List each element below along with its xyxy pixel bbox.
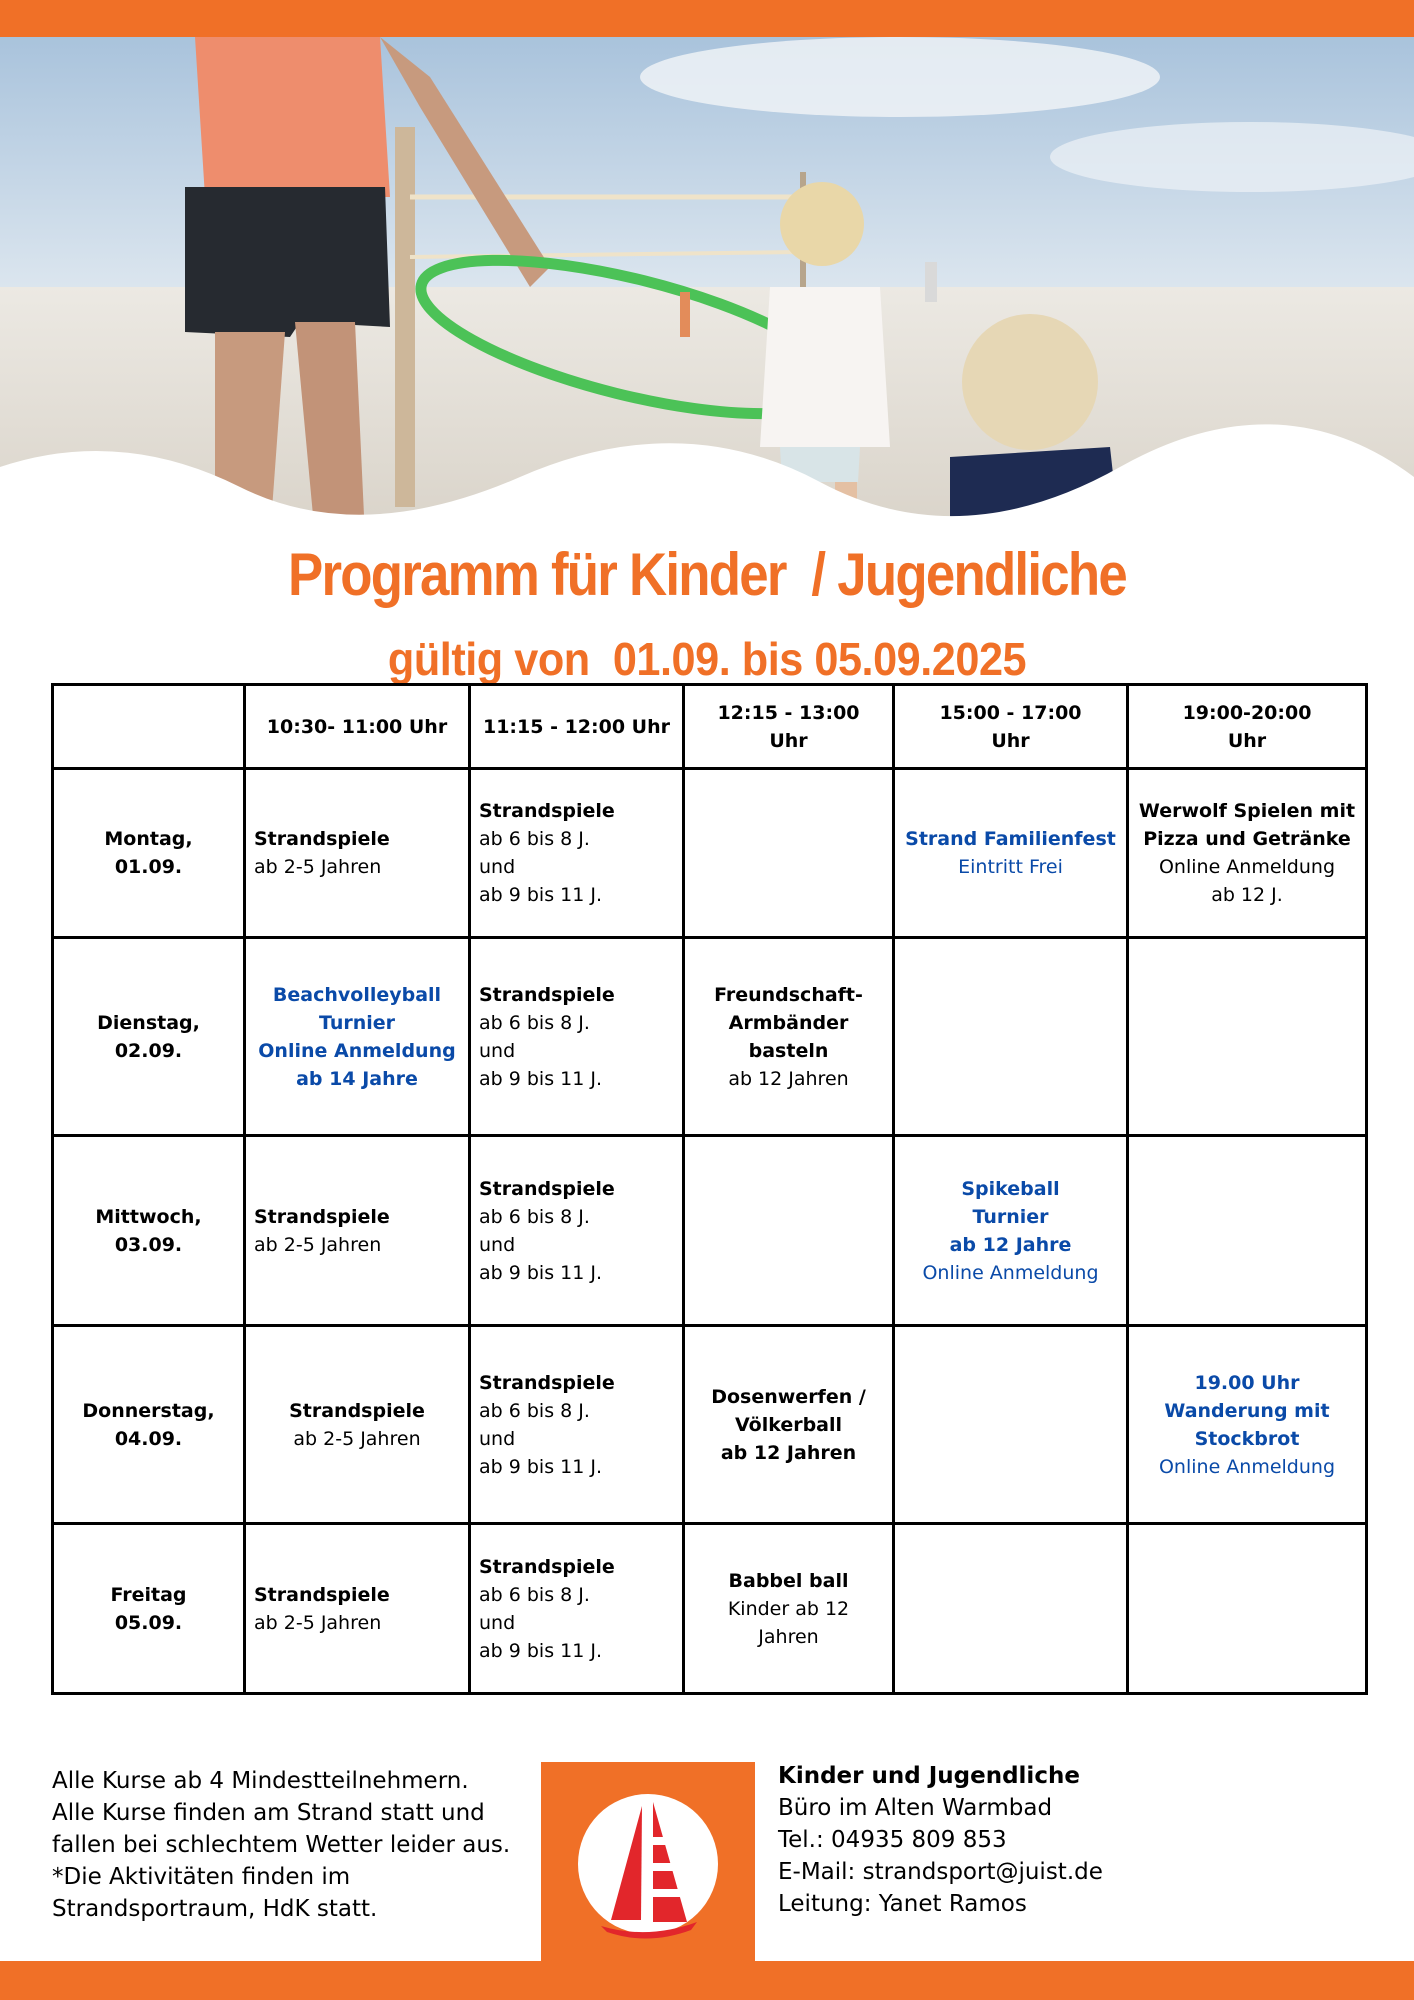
time-slot-label: 19:00-20:00 bbox=[1182, 701, 1312, 724]
activity-text: Strandspiele bbox=[254, 1583, 390, 1606]
activity-cell bbox=[245, 1136, 470, 1326]
activity-text: ab 9 bis 11 J. bbox=[479, 1067, 603, 1090]
time-slot-label: 15:00 - 17:00 bbox=[939, 701, 1082, 724]
time-slot-header bbox=[1128, 685, 1367, 769]
activity-text: basteln bbox=[748, 1039, 829, 1062]
activity-cell bbox=[894, 938, 1128, 1136]
activity-text: 19.00 Uhr bbox=[1194, 1371, 1300, 1394]
activity-text: Werwolf Spielen mit bbox=[1138, 800, 1356, 822]
activity-cell bbox=[470, 1524, 684, 1694]
activity-text: Strandspiele bbox=[254, 828, 390, 850]
activity-text: Strand Familienfest bbox=[905, 828, 1116, 850]
activity-cell bbox=[1128, 1326, 1367, 1524]
activity-cell bbox=[470, 1136, 684, 1326]
page-subtitle: gültig von 01.09. bis 05.09.2025 bbox=[387, 633, 1027, 685]
day-label: 04.09. bbox=[114, 1427, 183, 1450]
activity-text: Strandspiele bbox=[479, 983, 615, 1006]
page-title: Programm für Kinder / Jugendliche bbox=[288, 541, 1126, 608]
day-label: Montag, bbox=[104, 828, 193, 850]
activity-text: Pizza und Getränke bbox=[1143, 828, 1351, 850]
activity-cell bbox=[894, 769, 1128, 938]
day-label: 05.09. bbox=[114, 1611, 183, 1634]
note-line: *Die Aktivitäten finden im bbox=[52, 1864, 351, 1890]
day-cell bbox=[53, 1524, 245, 1694]
activity-text: Strandspiele bbox=[479, 1177, 615, 1200]
day-label: Donnerstag, bbox=[82, 1399, 215, 1422]
sailboat-logo-icon bbox=[541, 1762, 755, 1961]
activity-text: ab 6 bis 8 J. bbox=[479, 1583, 590, 1606]
activity-text: Turnier bbox=[318, 1011, 396, 1034]
day-label: 02.09. bbox=[114, 1039, 183, 1062]
activity-text: ab 9 bis 11 J. bbox=[479, 884, 603, 906]
activity-cell bbox=[684, 1326, 894, 1524]
activity-text: Strandspiele bbox=[479, 1555, 615, 1578]
contact-lead: Leitung: Yanet Ramos bbox=[778, 1891, 1027, 1917]
day-cell bbox=[53, 1136, 245, 1326]
time-slot-label: 11:15 - 12:00 Uhr bbox=[482, 715, 670, 738]
activity-text: ab 6 bis 8 J. bbox=[479, 1011, 590, 1034]
activity-text: Eintritt Frei bbox=[958, 856, 1063, 878]
logo-panel bbox=[541, 1762, 755, 1961]
day-cell bbox=[53, 1326, 245, 1524]
note-line: fallen bei schlechtem Wetter leider aus. bbox=[52, 1832, 511, 1858]
time-slot-header bbox=[684, 685, 894, 769]
activity-text: ab 2-5 Jahren bbox=[293, 1427, 421, 1450]
activity-text: Online Anmeldung bbox=[922, 1261, 1099, 1284]
activity-text: ab 6 bis 8 J. bbox=[479, 1399, 590, 1422]
activity-cell bbox=[684, 1524, 894, 1694]
activity-text: ab 9 bis 11 J. bbox=[479, 1639, 603, 1662]
contact-office: Büro im Alten Warmbad bbox=[778, 1795, 1053, 1821]
activity-text: Strandspiele bbox=[479, 1371, 615, 1394]
time-slot-header bbox=[894, 685, 1128, 769]
activity-text: ab 6 bis 8 J. bbox=[479, 828, 590, 850]
time-slot-label: 10:30- 11:00 Uhr bbox=[266, 715, 448, 738]
time-slot-header bbox=[245, 685, 470, 769]
schedule-row bbox=[53, 1524, 1367, 1694]
day-cell bbox=[53, 769, 245, 938]
bottom-accent-bar bbox=[0, 1961, 1414, 2000]
activity-text: ab 12 J. bbox=[1211, 884, 1283, 906]
activity-text: und bbox=[479, 856, 516, 878]
schedule-header-row bbox=[53, 685, 1367, 769]
activity-cell bbox=[1128, 1524, 1367, 1694]
contact-heading: Kinder und Jugendliche bbox=[778, 1763, 1080, 1789]
activity-text: ab 12 Jahren bbox=[728, 1067, 849, 1090]
contact-email: E-Mail: strandsport@juist.de bbox=[778, 1859, 1103, 1885]
beach-photo-illustration bbox=[0, 37, 1414, 537]
activity-text: ab 9 bis 11 J. bbox=[479, 1455, 603, 1478]
activity-text: Online Anmeldung bbox=[258, 1039, 456, 1062]
hero-photo bbox=[0, 37, 1414, 537]
activity-text: Völkerball bbox=[734, 1413, 843, 1436]
activity-text: und bbox=[479, 1233, 516, 1256]
activity-cell bbox=[1128, 1136, 1367, 1326]
day-label: Freitag bbox=[110, 1583, 187, 1606]
activity-text: ab 2-5 Jahren bbox=[254, 1611, 382, 1634]
note-line: Alle Kurse finden am Strand statt und bbox=[52, 1800, 485, 1826]
activity-text: ab 12 Jahren bbox=[720, 1441, 857, 1464]
note-line: Alle Kurse ab 4 Mindestteilnehmern. bbox=[52, 1768, 469, 1794]
activity-cell bbox=[245, 1326, 470, 1524]
activity-cell bbox=[894, 1136, 1128, 1326]
activity-cell bbox=[470, 1326, 684, 1524]
activity-text: Wanderung mit bbox=[1164, 1399, 1330, 1422]
activity-text: Turnier bbox=[972, 1205, 1049, 1228]
activity-cell bbox=[245, 1524, 470, 1694]
contact-block bbox=[778, 1760, 1278, 1920]
activity-cell bbox=[894, 1326, 1128, 1524]
activity-text: Spikeball bbox=[961, 1177, 1060, 1200]
activity-text: und bbox=[479, 1611, 516, 1634]
day-cell bbox=[53, 938, 245, 1136]
activity-cell bbox=[1128, 938, 1367, 1136]
activity-text: Strandspiele bbox=[289, 1399, 425, 1422]
day-label: 03.09. bbox=[114, 1233, 183, 1256]
time-slot-header bbox=[470, 685, 684, 769]
time-slot-label: Uhr bbox=[769, 729, 808, 752]
activity-text: Online Anmeldung bbox=[1158, 1455, 1336, 1478]
top-accent-bar bbox=[0, 0, 1414, 37]
activity-cell bbox=[684, 769, 894, 938]
activity-cell bbox=[684, 938, 894, 1136]
activity-text: Jahren bbox=[758, 1625, 819, 1648]
activity-text: Kinder ab 12 bbox=[727, 1597, 850, 1620]
activity-text: ab 6 bis 8 J. bbox=[479, 1205, 590, 1228]
time-slot-label: Uhr bbox=[991, 729, 1030, 752]
activity-text: Strandspiele bbox=[479, 800, 615, 822]
activity-cell bbox=[470, 938, 684, 1136]
activity-text: Online Anmeldung bbox=[1158, 856, 1336, 878]
schedule-row bbox=[53, 1326, 1367, 1524]
footer-notes bbox=[52, 1765, 522, 1925]
activity-text: Stockbrot bbox=[1194, 1427, 1300, 1450]
activity-text: und bbox=[479, 1427, 516, 1450]
activity-cell bbox=[245, 769, 470, 938]
activity-text: ab 2-5 Jahren bbox=[254, 856, 382, 878]
header-corner-cell bbox=[53, 685, 245, 769]
activity-text: ab 12 Jahre bbox=[949, 1233, 1072, 1256]
activity-text: Armbänder bbox=[728, 1011, 849, 1034]
activity-cell bbox=[684, 1136, 894, 1326]
time-slot-label: 12:15 - 13:00 bbox=[717, 701, 860, 724]
activity-text: Beachvolleyball bbox=[272, 983, 442, 1006]
day-label: Dienstag, bbox=[97, 1011, 200, 1034]
contact-phone: Tel.: 04935 809 853 bbox=[778, 1827, 1007, 1853]
day-label: Mittwoch, bbox=[95, 1205, 202, 1228]
activity-cell bbox=[894, 1524, 1128, 1694]
activity-cell bbox=[470, 769, 684, 938]
activity-cell bbox=[245, 938, 470, 1136]
activity-text: Dosenwerfen / bbox=[711, 1385, 866, 1408]
activity-text: Babbel ball bbox=[728, 1569, 849, 1592]
activity-text: und bbox=[479, 1039, 516, 1062]
activity-text: Strandspiele bbox=[254, 1205, 390, 1228]
note-line: Strandsportraum, HdK statt. bbox=[52, 1896, 378, 1922]
day-label: 01.09. bbox=[114, 856, 183, 878]
activity-cell bbox=[1128, 769, 1367, 938]
activity-text: Freundschaft- bbox=[714, 983, 863, 1006]
schedule-row bbox=[53, 1136, 1367, 1326]
schedule-row bbox=[53, 769, 1367, 938]
schedule-table bbox=[51, 683, 1368, 1695]
activity-text: ab 9 bis 11 J. bbox=[479, 1261, 603, 1284]
schedule-row bbox=[53, 938, 1367, 1136]
time-slot-label: Uhr bbox=[1227, 729, 1267, 752]
activity-text: ab 2-5 Jahren bbox=[254, 1233, 382, 1256]
activity-text: ab 14 Jahre bbox=[296, 1067, 418, 1090]
